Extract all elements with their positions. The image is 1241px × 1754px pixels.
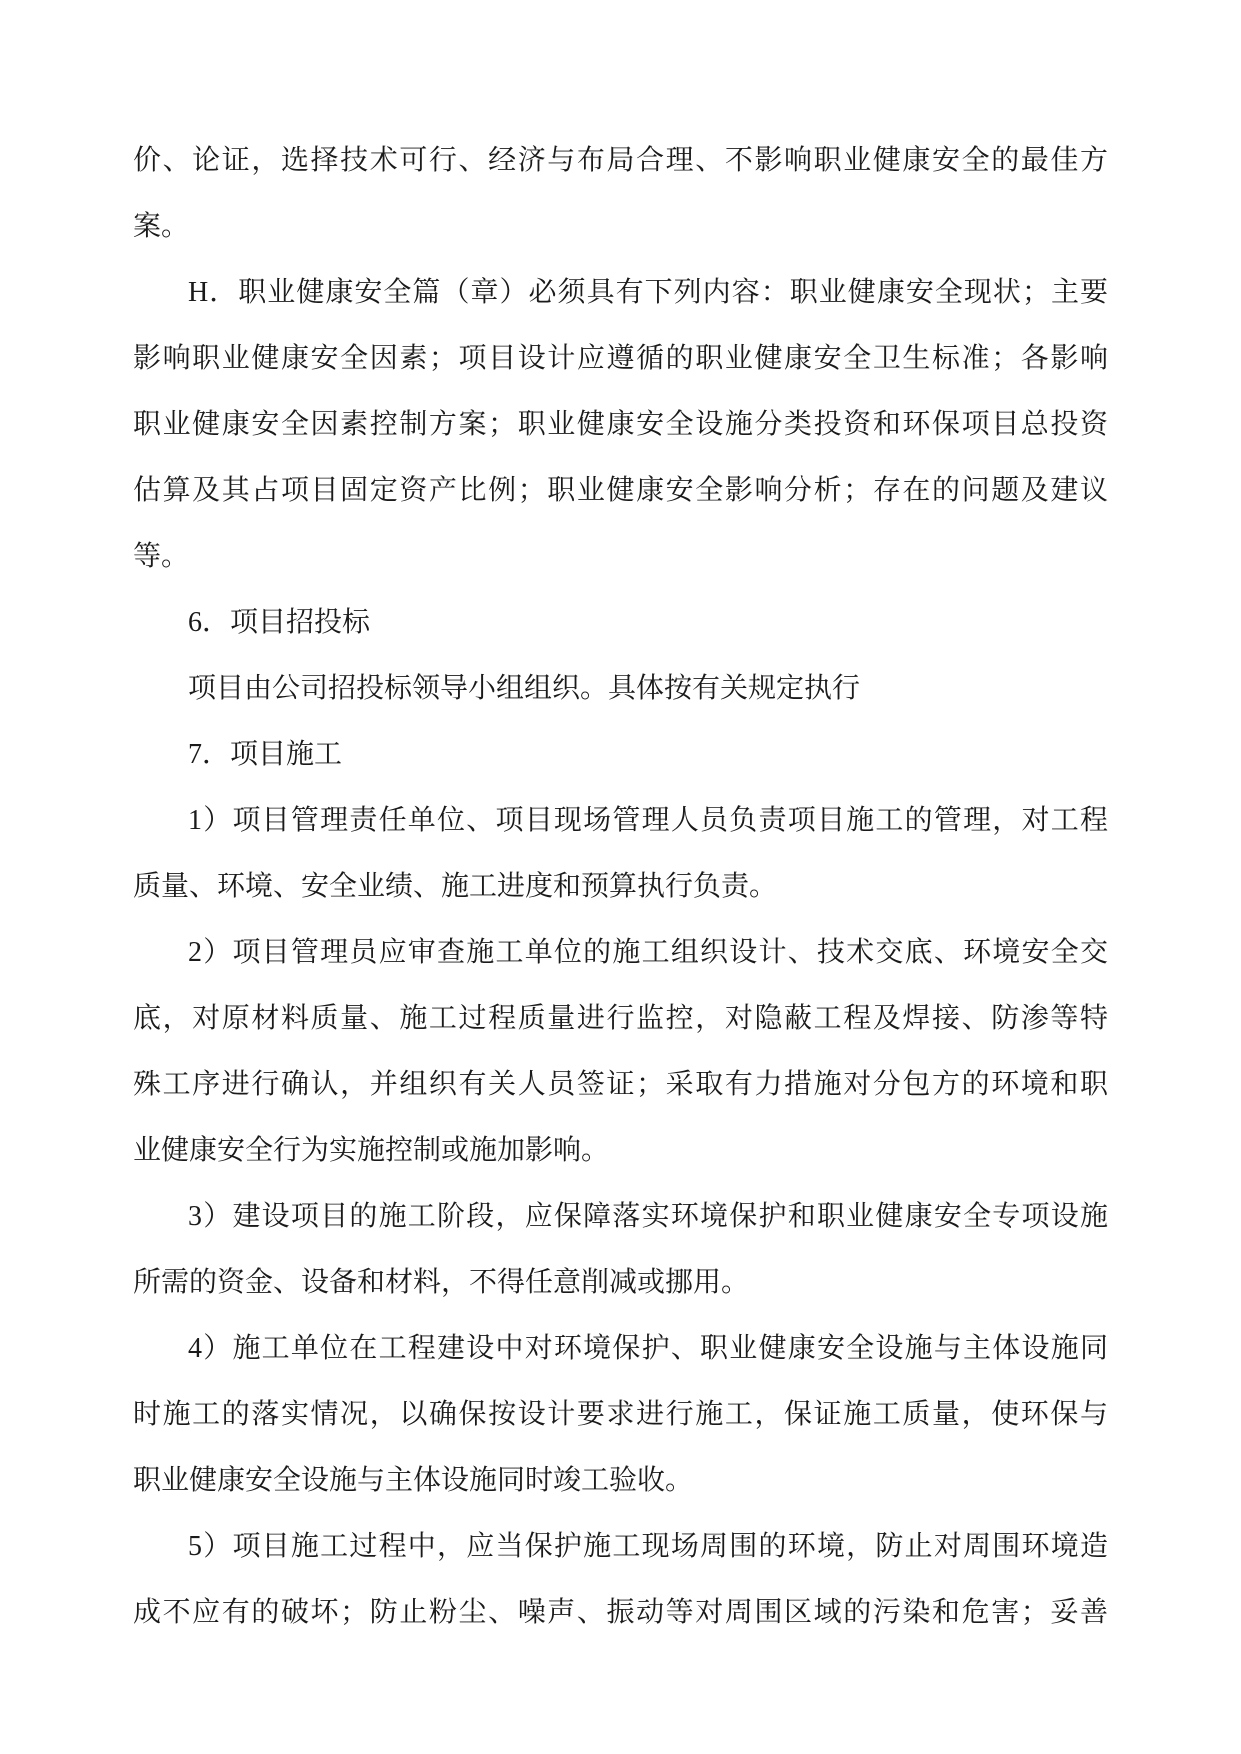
text-line: 殊工序进行确认，并组织有关人员签证；采取有力措施对分包方的环境和职: [133, 1069, 1108, 1100]
text-line: 5）项目施工过程中，应当保护施工现场周围的环境，防止对周围环境造: [188, 1531, 1108, 1562]
text-line: H．职业健康安全篇（章）必须具有下列内容：职业健康安全现状；主要: [188, 277, 1108, 308]
text-line: 影响职业健康安全因素；项目设计应遵循的职业健康安全卫生标准；各影响: [133, 343, 1108, 374]
text-line: 6．项目招投标: [188, 607, 371, 638]
text-line: 项目由公司招投标领导小组组织。具体按有关规定执行: [188, 673, 861, 704]
text-line: 4）施工单位在工程建设中对环境保护、职业健康安全设施与主体设施同: [188, 1333, 1108, 1364]
text-line: 职业健康安全因素控制方案；职业健康安全设施分类投资和环保项目总投资: [133, 409, 1108, 440]
text-line: 等。: [133, 541, 190, 572]
text-line: 案。: [133, 211, 190, 242]
document-body: [133, 128, 1108, 1646]
text-line: 成不应有的破坏；防止粉尘、噪声、振动等对周围区域的污染和危害；妥善: [133, 1597, 1108, 1628]
text-line: 1）项目管理责任单位、项目现场管理人员负责项目施工的管理，对工程: [188, 805, 1108, 836]
text-line: 所需的资金、设备和材料，不得任意削减或挪用。: [133, 1267, 750, 1298]
text-line: 职业健康安全设施与主体设施同时竣工验收。: [133, 1465, 694, 1496]
text-line: 7．项目施工: [188, 739, 343, 770]
text-line: 3）建设项目的施工阶段，应保障落实环境保护和职业健康安全专项设施: [188, 1201, 1108, 1232]
text-line: 2）项目管理员应审查施工单位的施工组织设计、技术交底、环境安全交: [188, 937, 1108, 968]
text-line: 业健康安全行为实施控制或施加影响。: [133, 1135, 610, 1166]
text-line: 估算及其占项目固定资产比例；职业健康安全影响分析；存在的问题及建议: [133, 475, 1108, 506]
text-line: 质量、环境、安全业绩、施工进度和预算执行负责。: [133, 871, 778, 902]
text-line: 时施工的落实情况，以确保按设计要求进行施工，保证施工质量，使环保与: [133, 1399, 1108, 1430]
text-line: 价、论证，选择技术可行、经济与布局合理、不影响职业健康安全的最佳方: [133, 145, 1108, 176]
text-line: 底，对原材料质量、施工过程质量进行监控，对隐蔽工程及焊接、防渗等特: [133, 1003, 1108, 1034]
